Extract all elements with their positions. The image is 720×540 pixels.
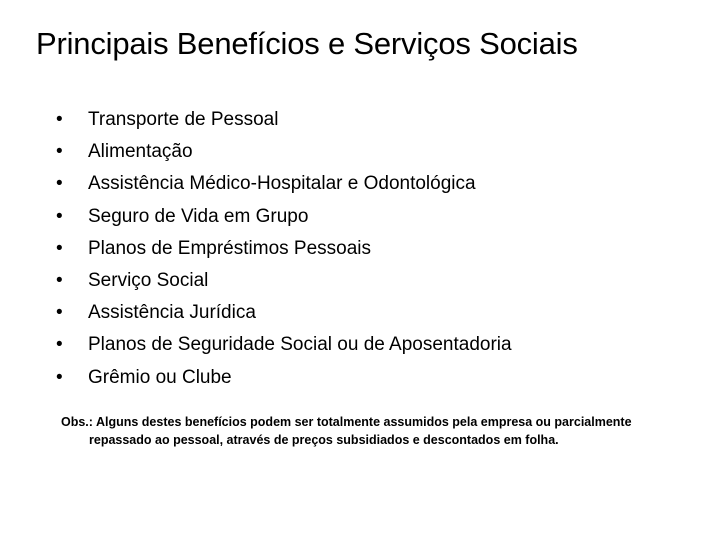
observation-note: Obs.: Alguns destes benefícios podem ser totalmente assumidos pela empresa ou parcialmente repassado ao pessoal, através de preços subsidiados e descontados em folha.: [61, 415, 632, 447]
bullet-icon: •: [56, 173, 63, 195]
benefits-list: [56, 104, 512, 394]
list-item-label: Transporte de Pessoal: [88, 109, 279, 131]
list-item: [56, 233, 512, 265]
list-item-label: Assistência Jurídica: [88, 302, 256, 324]
slide-title: Principais Benefícios e Serviços Sociais: [36, 26, 578, 61]
bullet-icon: •: [56, 302, 63, 324]
list-item: [56, 362, 512, 394]
bullet-icon: •: [56, 109, 63, 131]
bullet-icon: •: [56, 205, 63, 227]
list-item-label: Serviço Social: [88, 270, 209, 292]
list-item-label: Planos de Empréstimos Pessoais: [88, 237, 372, 259]
list-item: [56, 329, 512, 361]
list-item: [56, 201, 512, 233]
list-item: [56, 168, 512, 200]
list-item-label: Seguro de Vida em Grupo: [88, 205, 309, 227]
bullet-icon: •: [56, 237, 63, 259]
list-item-label: Assistência Médico-Hospitalar e Odontológica: [88, 173, 476, 195]
list-item: [56, 265, 512, 297]
bullet-icon: •: [56, 270, 63, 292]
list-item-label: Grêmio ou Clube: [88, 366, 232, 388]
list-item: [56, 297, 512, 329]
list-item: [56, 104, 512, 136]
list-item-label: Planos de Seguridade Social ou de Aposentadoria: [88, 334, 512, 356]
bullet-icon: •: [56, 366, 63, 388]
list-item-label: Alimentação: [88, 141, 193, 163]
bullet-icon: •: [56, 334, 63, 356]
list-item: [56, 136, 512, 168]
bullet-icon: •: [56, 141, 63, 163]
